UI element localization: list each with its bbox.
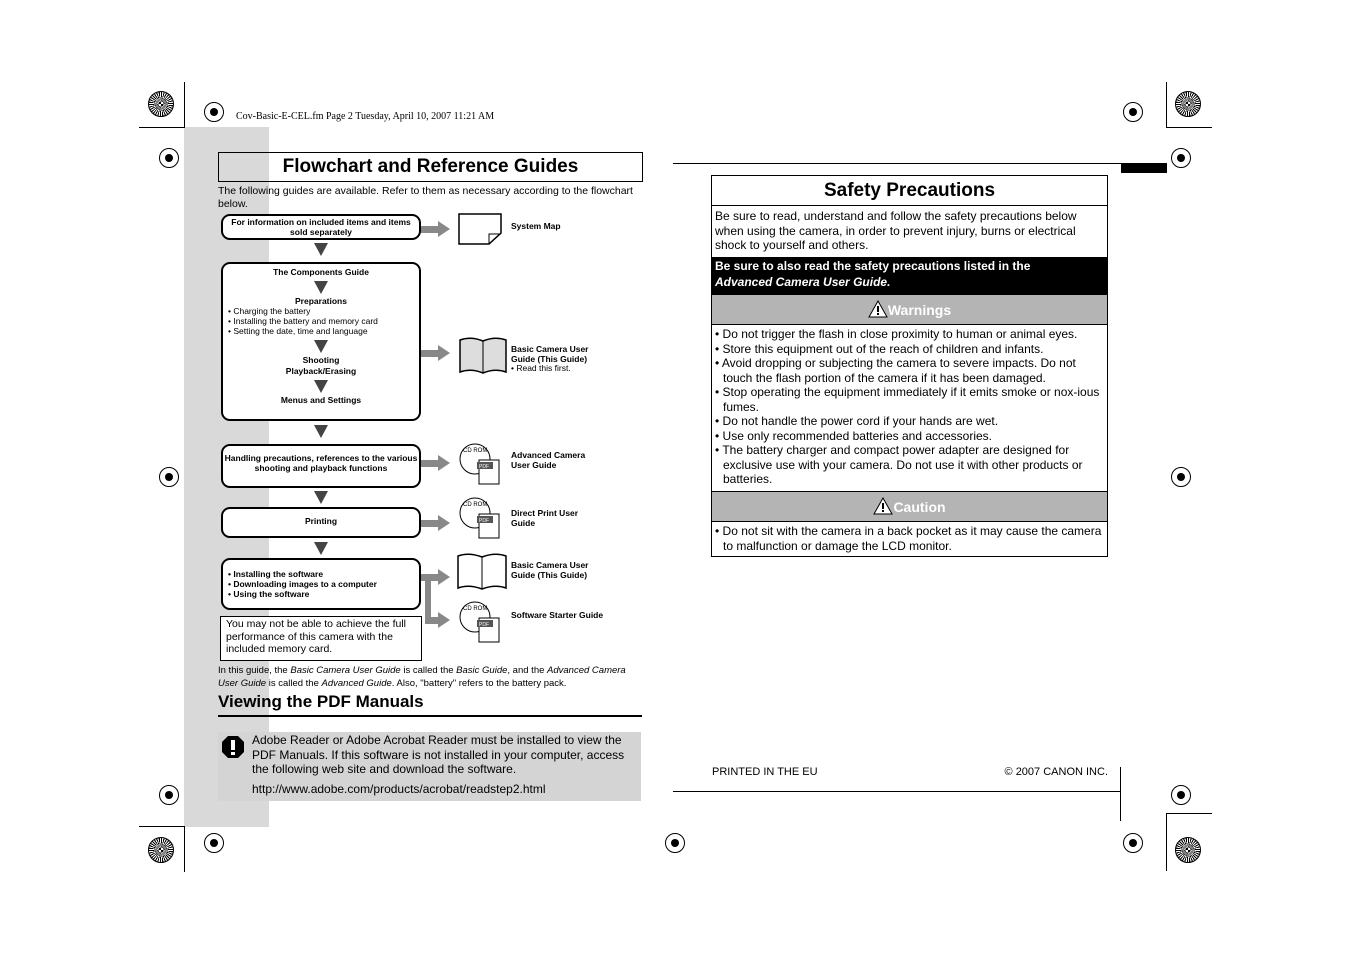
cd-rom-pdf-icon [459, 496, 503, 540]
caution-header: Caution [712, 491, 1107, 522]
flow-text: Playback/Erasing [285, 366, 357, 376]
registration-star-icon [1175, 91, 1201, 117]
registration-target-icon [159, 467, 179, 487]
footer-copyright: © 2007 CANON INC. [1004, 766, 1108, 778]
pdf-manuals-info [218, 732, 641, 801]
flow-bullet: • Setting the date, time and language [228, 326, 368, 336]
flow-text: The Components Guide [273, 267, 369, 277]
safety-title: Safety Precautions [712, 176, 1107, 206]
warnings-header: Warnings [712, 294, 1107, 325]
registration-target-icon [1171, 785, 1191, 805]
list-item: • Do not trigger the flash in close proximity to human or animal eyes. [715, 327, 1078, 341]
registration-target-icon [204, 102, 224, 122]
svg-text:CD ROM: CD ROM [463, 502, 488, 508]
flow-box-included-items [221, 214, 421, 240]
registration-target-icon [204, 833, 224, 853]
pdf-manuals-text: Adobe Reader or Adobe Acrobat Reader must be installed to view the PDF Manuals. If this software is not installed in your computer, access the following web site and download the software. [252, 733, 625, 776]
cd-rom-pdf-icon [459, 600, 503, 644]
guide-basic-camera: Basic Camera User Guide (This Guide) • Read this first. [511, 344, 589, 373]
flow-bullet: • Charging the battery [228, 306, 311, 316]
footer-printed: PRINTED IN THE EU [712, 766, 818, 778]
warnings-list [712, 325, 1107, 491]
book-icon [456, 552, 508, 592]
flowchart-title: Flowchart and Reference Guides [218, 152, 643, 182]
guide-system-map: System Map [511, 221, 561, 231]
guide-naming-note: In this guide, the Basic Camera User Guide is called the Basic Guide, and the Advanced Camera User Guide is called the Advanced Guide. Also, "battery" refers to the battery pack. [218, 665, 626, 689]
flow-text: Preparations [295, 296, 347, 306]
book-icon [458, 336, 508, 376]
safety-notice: Be sure to also read the safety precautions listed in the Advanced Camera User Guide. [712, 257, 1107, 294]
registration-target-icon [1171, 467, 1191, 487]
flow-text: Shooting [302, 355, 340, 365]
safety-intro: Be sure to read, understand and follow the safety precautions below when using the camera, in order to prevent injury, burns or electrical shock to yourself and others. [715, 209, 1077, 252]
svg-text:CD ROM: CD ROM [463, 448, 488, 454]
warning-triangle-icon [868, 300, 888, 318]
file-header: Cov-Basic-E-CEL.fm Page 2 Tuesday, April 10, 2007 11:21 AM [236, 111, 495, 122]
svg-text:CD ROM: CD ROM [463, 606, 488, 612]
svg-text:PDF: PDF [479, 464, 489, 470]
memory-card-note: You may not be able to achieve the full performance of this camera with the included memory card. [220, 616, 422, 661]
list-item: • Do not sit with the camera in a back pocket as it may cause the camera to malfunction or damage the LCD monitor. [715, 524, 1102, 553]
list-item: • The battery charger and compact power adapter are designed for exclusive use with your camera. Do not use it with other products or batteries. [715, 443, 1083, 486]
registration-star-icon [1175, 837, 1201, 863]
svg-text:PDF: PDF [479, 518, 489, 524]
flow-box-software: • Installing the software • Downloading images to a computer • Using the software [221, 558, 421, 610]
registration-target-icon [1123, 102, 1143, 122]
list-item: • Store this equipment out of the reach of children and infants. [715, 341, 1044, 356]
registration-star-icon [148, 91, 174, 117]
registration-target-icon [159, 785, 179, 805]
flow-box-text: For information on included items and items sold separately [231, 217, 411, 237]
flow-box-printing: Printing [221, 507, 421, 538]
registration-target-icon [159, 148, 179, 168]
cd-rom-pdf-icon [459, 442, 503, 486]
sheet-icon [458, 213, 503, 246]
adobe-url-link[interactable]: http://www.adobe.com/products/acrobat/readstep2.html [252, 781, 546, 796]
guide-basic-camera-2: Basic Camera User Guide (This Guide) [511, 560, 589, 580]
list-item: • Do not handle the power cord if your hands are wet. [715, 414, 999, 428]
list-item: • Avoid dropping or subjecting the camera to severe impacts. Do not touch the flash portion of the camera if it has been damaged. [715, 356, 1076, 385]
guide-direct-print: Direct Print User Guide [511, 508, 579, 528]
registration-target-icon [1171, 148, 1191, 168]
flow-text: Menus and Settings [280, 395, 362, 405]
warning-triangle-icon [873, 497, 893, 515]
guide-advanced-camera: Advanced Camera User Guide [511, 450, 586, 470]
list-item: • Use only recommended batteries and accessories. [715, 428, 993, 443]
guide-software-starter: Software Starter Guide [511, 610, 604, 620]
svg-text:PDF: PDF [479, 622, 489, 628]
list-item: • Stop operating the equipment immediately if it emits smoke or nox-ious fumes. [715, 385, 1100, 414]
registration-target-icon [1123, 833, 1143, 853]
flowchart-intro: The following guides are available. Refer to them as necessary according to the flowchart below. [218, 185, 633, 210]
registration-target-icon [665, 833, 685, 853]
safety-precautions-box [711, 175, 1108, 557]
pdf-manuals-heading: Viewing the PDF Manuals [218, 692, 642, 717]
caution-list [712, 522, 1107, 555]
registration-star-icon [148, 837, 174, 863]
caution-exclamation-icon [221, 735, 245, 759]
flow-bullet: • Installing the battery and memory card [228, 316, 378, 326]
flow-box-handling: Handling precautions, references to the various shooting and playback functions [221, 444, 421, 488]
flow-box-components [221, 262, 421, 421]
